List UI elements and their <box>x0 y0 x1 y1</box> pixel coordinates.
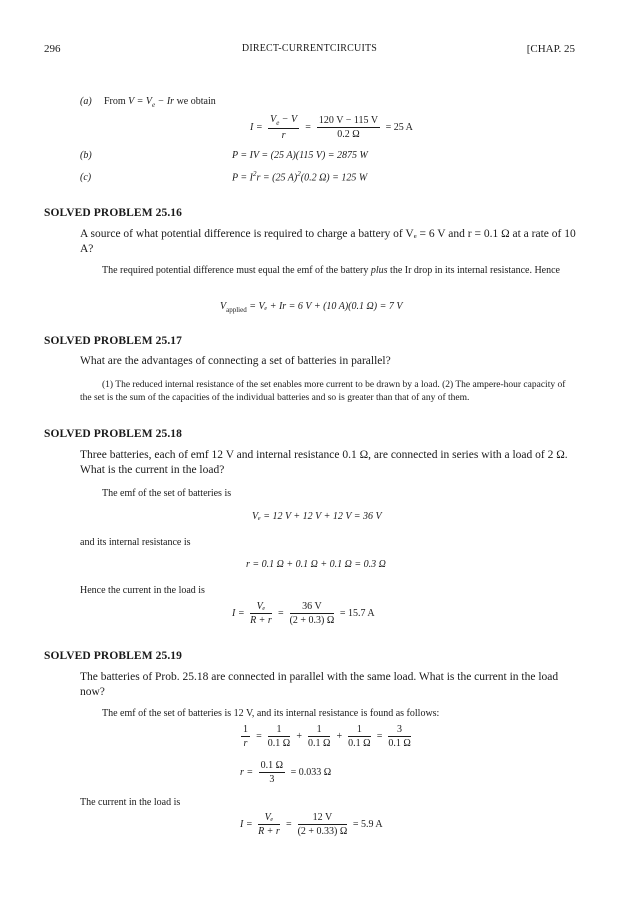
fraction: $\frac{\text{Vₑ}}{R + r}$ <box>250 601 272 626</box>
fraction: $\frac{0.1 \Omega}{3}$ <box>260 760 284 785</box>
part-b-equation: P = IV = (25 A)(115 V) = 2875 W <box>232 150 368 161</box>
problem-16-equation: $V_{applied} = V_e + Ir = 6$ V + (10 A)(0.1 Ω) = 7 V <box>220 301 403 314</box>
problem-19-line2: The current in the load is <box>80 797 181 808</box>
problem-16-question: A source of what potential difference is required to charge a battery of Vₑ = 6 V and r = 0.1 Ω at a rate of 10 A? <box>80 228 576 255</box>
fraction: $\frac{3}{0.1 \Omega}$ <box>388 724 411 749</box>
problem-17-heading: SOLVED PROBLEM 25.17 <box>44 335 183 347</box>
problem-19-equation-1: $\frac{1}{r}$ = $\frac{1}{0.1 \Omega}$ + $\frac{1}{0.1 \Omega}$ + $\frac{1}{0.1 \Omega}$ = $\frac{3}{0.1 \Omega}$ <box>243 724 411 749</box>
part-a-equation: I = $\frac{V_e - V}{r}$ = $\frac{120 V - 115 V}{0.2 \Omega}$ = 25 A <box>250 114 413 141</box>
problem-18-heading: SOLVED PROBLEM 25.18 <box>44 428 183 440</box>
fraction: $\frac{1}{0.1 \Omega}$ <box>348 724 371 749</box>
chapter-label: [CHAP. 25 <box>526 43 575 55</box>
part-c-equation: $P = I^2r = (25$ A)$^2$(0.2 Ω) = 125 W <box>232 170 368 184</box>
problem-18-line2: and its internal resistance is <box>80 537 191 548</box>
problem-19-equation-3: I = $\frac{\text{Vₑ}}{R + r}$ = $\frac{12 V}{(2 + 0.33) \Omega}$ = 5.9 A <box>240 812 383 837</box>
problem-18-question: Three batteries, each of emf 12 V and internal resistance 0.1 Ω, are connected in series with a load of 2 Ω. What is the current in the load? <box>80 449 568 476</box>
fraction: $\frac{\text{Vₑ}}{R + r}$ <box>258 812 280 837</box>
problem-19-question: The batteries of Prob. 25.18 are connected in parallel with the same load. What is the current in the load now? <box>80 671 559 698</box>
problem-19-heading: SOLVED PROBLEM 25.19 <box>44 650 183 662</box>
fraction: $\frac{1}{0.1 \Omega}$ <box>267 724 291 749</box>
fraction: $\frac{120 V - 115 V}{0.2 \Omega}$ <box>318 115 379 140</box>
part-c-label: (c) <box>80 172 92 183</box>
problem-17-answer: (1) The reduced internal resistance of the set enables more current to be drawn by a load. (2) The ampere-hour capacity of the set is the sum of the capacities of the individual batteries and so is greater than that of any of them. <box>80 380 566 403</box>
part-b-label: (b) <box>80 150 92 161</box>
fraction: $\frac{V_e - V}{r}$ <box>270 114 298 141</box>
fraction: $\frac{1}{0.1 \Omega}$ <box>307 724 331 749</box>
problem-17-question: What are the advantages of connecting a set of batteries in parallel? <box>80 355 391 367</box>
problem-18-equation-2: r = 0.1 Ω + 0.1 Ω + 0.1 Ω = 0.3 Ω <box>246 559 386 570</box>
problem-18-equation-1: Vₑ = 12 V + 12 V + 12 V = 36 V <box>252 511 382 522</box>
problem-16-heading: SOLVED PROBLEM 25.16 <box>44 207 183 219</box>
part-a-label: (a) <box>80 96 92 107</box>
problem-19-line1: The emf of the set of batteries is 12 V, and its internal resistance is found as follows: <box>102 708 440 719</box>
part-a-intro: From $V = V_e - Ir$ we obtain <box>104 96 216 109</box>
problem-18-equation-3: I = $\frac{\text{Vₑ}}{R + r}$ = $\frac{36 V}{(2 + 0.3) \Omega}$ = 15.7 A <box>232 601 375 626</box>
running-title: DIRECT-CURRENTCIRCUITS <box>241 43 378 54</box>
problem-18-line1: The emf of the set of batteries is <box>102 488 232 499</box>
problem-16-answer: The required potential difference must equal the emf of the battery plus the Ir drop in its internal resistance. Hence <box>102 265 560 276</box>
fraction: $\frac{1}{r}$ <box>243 724 248 749</box>
page-number: 296 <box>44 43 61 55</box>
problem-18-line3: Hence the current in the load is <box>80 585 205 596</box>
fraction: $\frac{36 V}{(2 + 0.3) \Omega}$ <box>289 601 335 626</box>
problem-19-equation-2: r = $\frac{0.1 \Omega}{3}$ = 0.033 Ω <box>240 760 332 785</box>
fraction: $\frac{12 V}{(2 + 0.33) \Omega}$ <box>297 812 348 837</box>
